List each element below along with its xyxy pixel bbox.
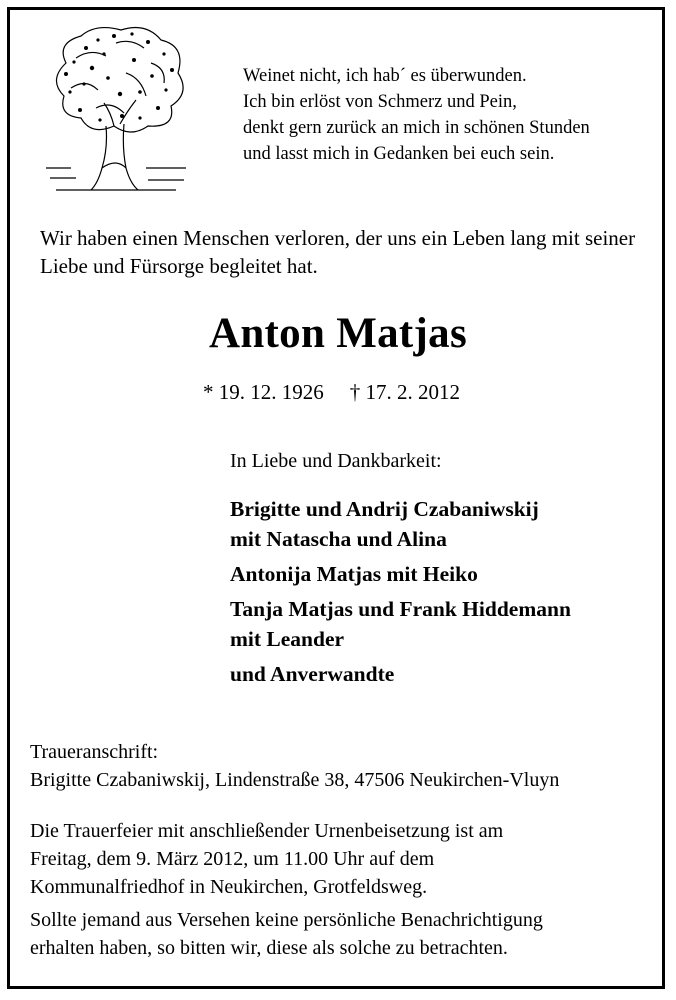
life-dates bbox=[203, 378, 460, 406]
tree-illustration bbox=[36, 18, 196, 198]
address-label: Traueranschrift: bbox=[30, 741, 159, 763]
thanks-line: In Liebe und Dankbarkeit: bbox=[230, 450, 442, 472]
family-group bbox=[230, 494, 571, 554]
family-group bbox=[230, 594, 571, 654]
notice-line: Sollte jemand aus Versehen keine persönliche Benachrichtigung bbox=[30, 909, 543, 931]
funeral-line: Freitag, dem 9. März 2012, um 11.00 Uhr auf dem bbox=[30, 848, 435, 870]
intro-text: Wir haben einen Menschen verloren, der uns ein Leben lang mit seiner Liebe und Fürsorge begleitet hat. bbox=[40, 226, 636, 278]
family-line: Brigitte und Andrij Czabaniwskij bbox=[230, 497, 539, 521]
address-value: Brigitte Czabaniwskij, Lindenstraße 38, 47506 Neukirchen-Vluyn bbox=[30, 769, 560, 791]
poem-line: und lasst mich in Gedanken bei euch sein. bbox=[243, 144, 555, 164]
poem bbox=[243, 63, 590, 167]
birth-date: * 19. 12. 1926 bbox=[203, 380, 324, 404]
family-line: mit Natascha und Alina bbox=[230, 527, 447, 551]
family-line: mit Leander bbox=[230, 627, 345, 651]
death-date: † 17. 2. 2012 bbox=[349, 380, 460, 404]
poem-line: Weinet nicht, ich hab´ es überwunden. bbox=[243, 66, 527, 86]
funeral-line: Kommunalfriedhof in Neukirchen, Grotfeldsweg. bbox=[30, 876, 428, 898]
mourning-address bbox=[30, 738, 559, 794]
funeral-line: Die Trauerfeier mit anschließender Urnenbeisetzung ist am bbox=[30, 820, 504, 842]
family-group bbox=[230, 659, 571, 689]
poem-line: denkt gern zurück an mich in schönen Stunden bbox=[243, 118, 590, 138]
deceased-name: Anton Matjas bbox=[208, 310, 467, 357]
family-line: und Anverwandte bbox=[230, 662, 395, 686]
family-group bbox=[230, 559, 571, 589]
family-line: Antonija Matjas mit Heiko bbox=[230, 562, 478, 586]
family-list bbox=[230, 494, 571, 694]
notification-note bbox=[30, 906, 543, 962]
notice-line: erhalten haben, so bitten wir, diese als solche zu betrachten. bbox=[30, 937, 508, 959]
family-line: Tanja Matjas und Frank Hiddemann bbox=[230, 597, 571, 621]
poem-line: Ich bin erlöst von Schmerz und Pein, bbox=[243, 92, 517, 112]
funeral-info bbox=[30, 817, 503, 901]
